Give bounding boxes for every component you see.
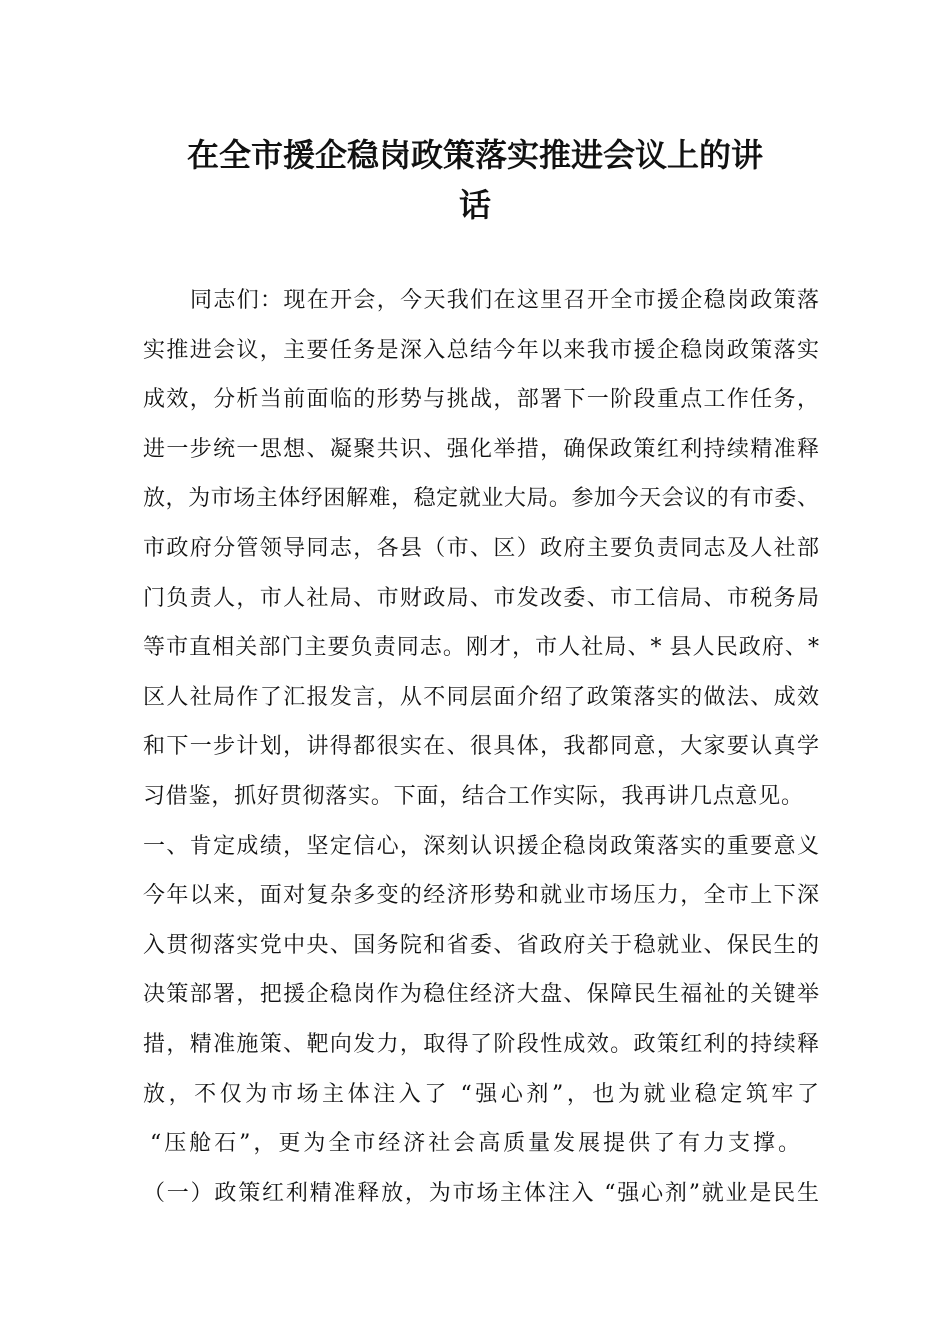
paragraph-line: 区人社局作了汇报发言，从不同层面介绍了政策落实的做法、成效 bbox=[143, 684, 819, 710]
paragraph-line: 门负责人，市人社局、市财政局、市发改委、市工信局、市税务局 bbox=[143, 585, 819, 611]
paragraph-line: 决策部署，把援企稳岗作为稳住经济大盘、保障民生福祉的关键举 bbox=[143, 982, 819, 1008]
paragraph-line: 同志们：现在开会，今天我们在这里召开全市援企稳岗政策落 bbox=[190, 288, 819, 313]
paragraph-line: “压舱石”，更为全市经济社会高质量发展提供了有力支撑。 bbox=[150, 1131, 800, 1157]
document-title-line-2: 话 bbox=[458, 186, 491, 224]
paragraph-line: 实推进会议，主要任务是深入总结今年以来我市援企稳岗政策落实 bbox=[143, 337, 819, 363]
paragraph-line: 今年以来，面对复杂多变的经济形势和就业市场压力，全市上下深 bbox=[143, 883, 819, 909]
section-heading: 一、肯定成绩，坚定信心，深刻认识援企稳岗政策落实的重要意义 bbox=[143, 833, 819, 859]
paragraph-line: 进一步统一思想、凝聚共识、强化举措，确保政策红利持续精准释 bbox=[143, 436, 819, 462]
paragraph-line: 成效，分析当前面临的形势与挑战，部署下一阶段重点工作任务， bbox=[143, 387, 819, 413]
paragraph-line: 和下一步计划，讲得都很实在、很具体，我都同意，大家要认真学 bbox=[143, 734, 819, 760]
paragraph-line: 放，为市场主体纾困解难，稳定就业大局。参加今天会议的有市委、 bbox=[143, 486, 819, 512]
paragraph-line: 市政府分管领导同志，各县（市、区）政府主要负责同志及人社部 bbox=[143, 536, 819, 561]
subsection-heading: （一）政策红利精准释放，为市场主体注入 “强心剂”就业是民生 bbox=[143, 1180, 819, 1206]
document-title-line-1: 在全市援企稳岗政策落实推进会议上的讲 bbox=[186, 136, 763, 174]
paragraph-line: 措，精准施策、靶向发力，取得了阶段性成效。政策红利的持续释 bbox=[143, 1032, 819, 1057]
paragraph-line: 放，不仅为市场主体注入了 “强心剂”，也为就业稳定筑牢了 bbox=[143, 1081, 819, 1107]
paragraph-line: 等市直相关部门主要负责同志。刚才，市人社局、* 县人民政府、* bbox=[143, 635, 819, 661]
paragraph-line: 习借鉴，抓好贯彻落实。下面，结合工作实际，我再讲几点意见。 bbox=[143, 784, 803, 809]
paragraph-line: 入贯彻落实党中央、国务院和省委、省政府关于稳就业、保民生的 bbox=[143, 932, 819, 958]
